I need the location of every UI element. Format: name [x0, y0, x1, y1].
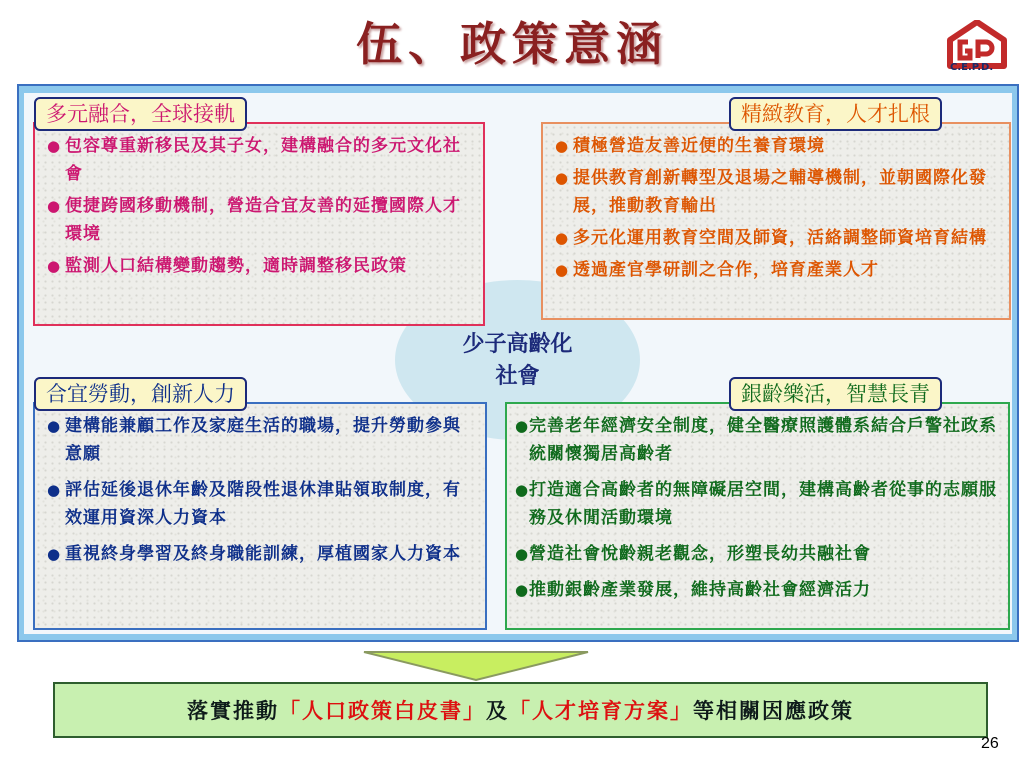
banner-text-3: 等相關因應政策 [693, 698, 854, 723]
banner-white-paper: 「人口政策白皮書」 [279, 698, 486, 723]
center-theme [430, 328, 605, 392]
bottom-right-box [505, 402, 1010, 630]
top-left-box [33, 122, 485, 326]
list-item: ● 營造社會悅齡親老觀念，形塑長幼共融社會 [515, 540, 1000, 568]
list-item: ● 包容尊重新移民及其子女，建構融合的多元文化社會 [47, 132, 475, 188]
list-item: ● 建構能兼顧工作及家庭生活的職場，提升勞動參與意願 [47, 412, 477, 468]
banner-talent-plan: 「人才培育方案」 [509, 698, 693, 723]
bottom-right-label: 銀齡樂活，智慧長青 [729, 377, 942, 411]
center-line-1: 少子高齡化 [462, 331, 573, 357]
list-item: ● 積極營造友善近便的生養育環境 [555, 132, 1001, 160]
banner-text-1: 落實推動 [187, 698, 279, 723]
top-right-label: 精緻教育，人才扎根 [729, 97, 942, 131]
list-item: ● 評估延後退休年齡及階段性退休津貼領取制度，有效運用資深人力資本 [47, 476, 477, 532]
page-number: 26 [981, 735, 999, 752]
down-arrow-icon [362, 650, 590, 682]
logo-text: C.E.P.D. [950, 62, 994, 73]
policy-banner [53, 682, 988, 738]
list-item: ● 推動銀齡產業發展，維持高齡社會經濟活力 [515, 576, 1000, 604]
list-item: ● 監測人口結構變動趨勢，適時調整移民政策 [47, 252, 475, 280]
list-item: ● 重視終身學習及終身職能訓練，厚植國家人力資本 [47, 540, 477, 568]
list-item: ● 完善老年經濟安全制度，健全醫療照護體系結合戶警社政系統關懷獨居高齡者 [515, 412, 1000, 468]
list-item: ● 打造適合高齡者的無障礙居空間，建構高齡者從事的志願服務及休閒活動環境 [515, 476, 1000, 532]
banner-text-2: 及 [486, 698, 509, 723]
list-item: ● 透過產官學研訓之合作，培育產業人才 [555, 256, 1001, 284]
center-line-2: 社會 [495, 363, 540, 389]
top-left-label: 多元融合，全球接軌 [34, 97, 247, 131]
top-right-box [541, 122, 1011, 320]
list-item: ● 提供教育創新轉型及退場之輔導機制，並朝國際化發展，推動教育輸出 [555, 164, 1001, 220]
bottom-left-box [33, 402, 487, 630]
bottom-left-label: 合宜勞動，創新人力 [34, 377, 247, 411]
list-item: ● 便捷跨國移動機制，營造合宜友善的延攬國際人才環境 [47, 192, 475, 248]
list-item: ● 多元化運用教育空間及師資，活絡調整師資培育結構 [555, 224, 1001, 252]
page-title: 伍、政策意涵 [356, 17, 668, 71]
